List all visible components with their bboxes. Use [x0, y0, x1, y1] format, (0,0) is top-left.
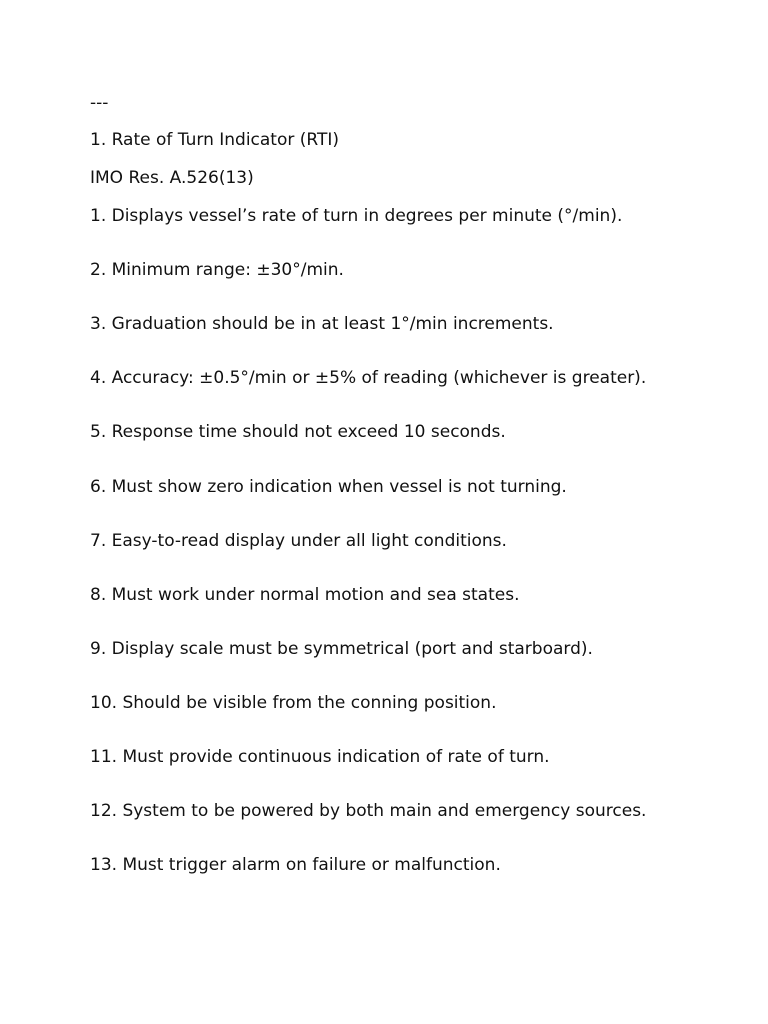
list-item: 9. Display scale must be symmetrical (port and starboard).	[90, 639, 593, 659]
list-item: 12. System to be powered by both main and emergency sources.	[90, 801, 647, 821]
list-item: 5. Response time should not exceed 10 seconds.	[90, 422, 506, 442]
list-item: 11. Must provide continuous indication of rate of turn.	[90, 747, 550, 767]
regulation-reference: IMO Res. A.526(13)	[90, 168, 254, 188]
list-item: 10. Should be visible from the conning position.	[90, 693, 497, 713]
separator-line: ---	[90, 93, 109, 113]
list-item: 1. Displays vessel’s rate of turn in degrees per minute (°/min).	[90, 206, 623, 226]
document-title: 1. Rate of Turn Indicator (RTI)	[90, 130, 340, 150]
list-item: 8. Must work under normal motion and sea states.	[90, 585, 520, 605]
list-item: 3. Graduation should be in at least 1°/min increments.	[90, 314, 554, 334]
list-item: 6. Must show zero indication when vessel is not turning.	[90, 477, 567, 497]
list-item: 2. Minimum range: ±30°/min.	[90, 260, 344, 280]
list-item: 4. Accuracy: ±0.5°/min or ±5% of reading (whichever is greater).	[90, 368, 647, 388]
list-item: 13. Must trigger alarm on failure or malfunction.	[90, 855, 501, 875]
list-item: 7. Easy-to-read display under all light conditions.	[90, 531, 507, 551]
